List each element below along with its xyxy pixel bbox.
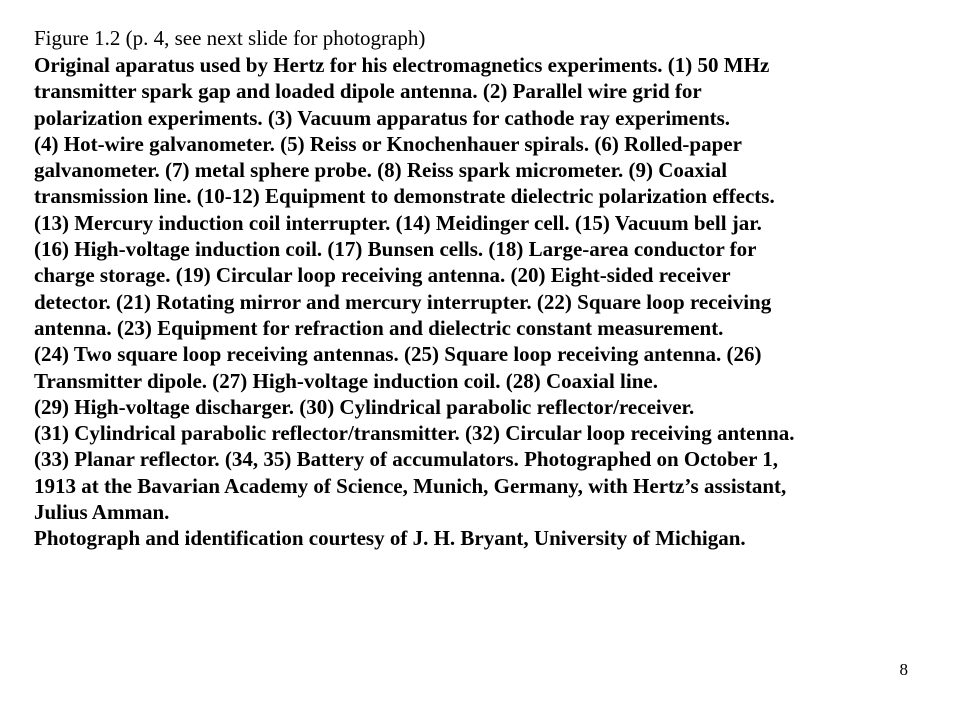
caption-line: polarization experiments. (3) Vacuum apparatus for cathode ray experiments. — [34, 105, 731, 130]
caption-line: galvanometer. (7) metal sphere probe. (8) Reiss spark micrometer. (9) Coaxial — [34, 158, 728, 183]
caption-line: antenna. (23) Equipment for refraction and dielectric constant measurement. — [34, 315, 724, 340]
slide-content — [34, 24, 934, 552]
caption-line: Transmitter dipole. (27) High-voltage induction coil. (28) Coaxial line. — [34, 368, 658, 393]
figure-title: Figure 1.2 (p. 4, see next slide for photograph) — [34, 26, 426, 50]
caption-line: Julius Amman. — [34, 500, 170, 525]
caption-line: Original aparatus used by Hertz for his electromagnetics experiments. (1) 50 MHz — [34, 53, 770, 77]
figure-caption — [34, 52, 934, 552]
caption-line: (29) High-voltage discharger. (30) Cylindrical parabolic reflector/receiver. — [34, 394, 695, 419]
caption-line: transmission line. (10-12) Equipment to demonstrate dielectric polarization effects. — [34, 184, 775, 209]
caption-line: charge storage. (19) Circular loop receiving antenna. (20) Eight-sided receiver — [34, 263, 731, 288]
caption-line: (16) High-voltage induction coil. (17) Bunsen cells. (18) Large-area conductor for — [34, 237, 757, 262]
caption-line: transmitter spark gap and loaded dipole antenna. (2) Parallel wire grid for — [34, 79, 702, 104]
caption-line: detector. (21) Rotating mirror and mercury interrupter. (22) Square loop receiving — [34, 289, 772, 314]
caption-line: (4) Hot-wire galvanometer. (5) Reiss or Knochenhauer spirals. (6) Rolled-paper — [34, 131, 742, 156]
caption-line: 1913 at the Bavarian Academy of Science, Munich, Germany, with Hertz’s assistant, — [34, 473, 787, 498]
page-number: 8 — [899, 660, 908, 679]
credit-line: Photograph and identification courtesy of J. H. Bryant, University of Michigan. — [34, 526, 746, 551]
caption-line: (33) Planar reflector. (34, 35) Battery of accumulators. Photographed on October 1, — [34, 447, 779, 472]
caption-line: (13) Mercury induction coil interrupter. (14) Meidinger cell. (15) Vacuum bell jar. — [34, 210, 762, 235]
caption-line: (24) Two square loop receiving antennas. (25) Square loop receiving antenna. (26) — [34, 342, 762, 367]
caption-line: (31) Cylindrical parabolic reflector/transmitter. (32) Circular loop receiving antenna. — [34, 421, 795, 446]
